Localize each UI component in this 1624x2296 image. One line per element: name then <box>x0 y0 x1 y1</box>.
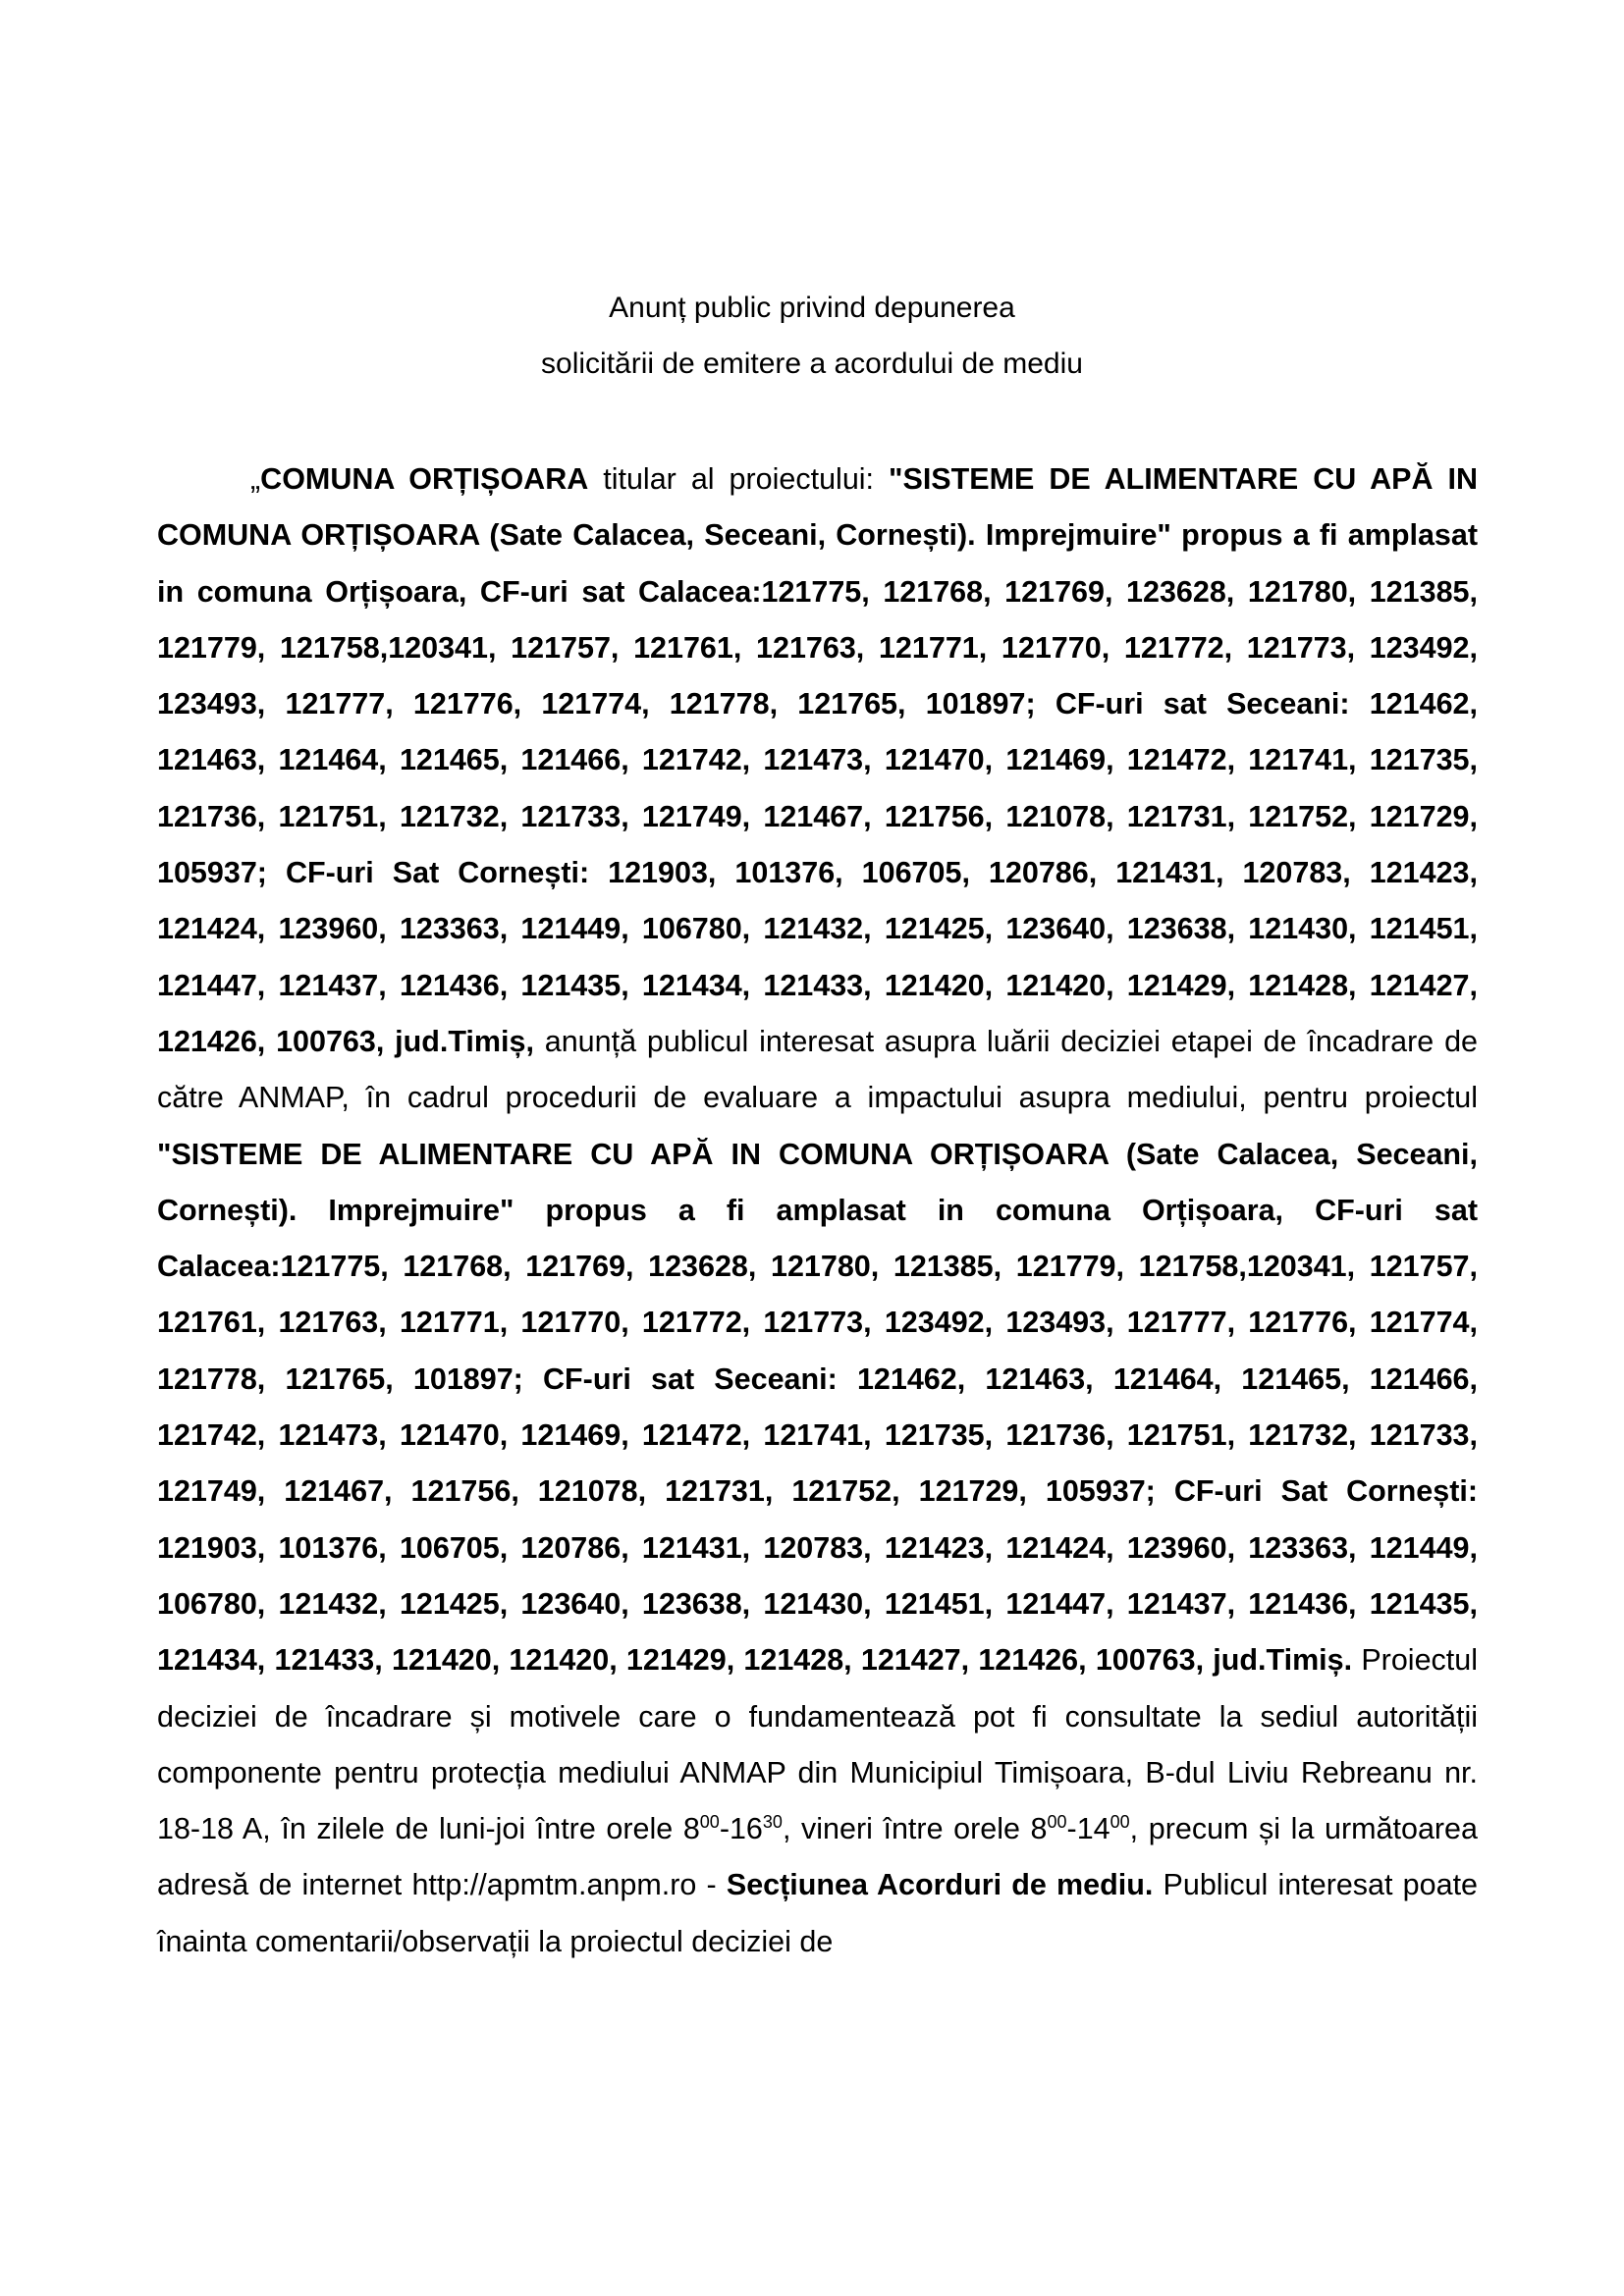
body-text-2: anunță publicul interesat asupra luării deciziei etapei de încadrare de către ANMAP, în cadrul procedurii de evaluare a impactului asupra mediului, pentru proiectul <box>157 1024 1478 1115</box>
hours-sup-3: 00 <box>1047 1811 1067 1832</box>
project-holder: COMUNA ORȚIȘOARA <box>260 462 589 496</box>
section-name: Secțiunea Acorduri de mediu. <box>726 1868 1154 1902</box>
project-name-location-repeat: "SISTEME DE ALIMENTARE CU APĂ IN COMUNA ORȚIȘOARA (Sate Calacea, Seceani, Cornești). Imprejmuire" propus a fi amplasat in comuna Orțișoara, CF-uri sat Calacea:121775, 121768, 121769, 123628, 121780, 121385, 121779, 121758,120341, 121757, 121761, 121763, 121771, 121770, 121772, 121773, 123492, 123493, 121777, 121776, 121774, 121778, 121765, 101897; CF-uri sat Seceani: 121462, 121463, 121464, 121465, 121466, 121742, 121473, 121470, 121469, 121472, 121741, 121735, 121736, 121751, 121732, 121733, 121749, 121467, 121756, 121078, 121731, 121752, 121729, 105937; CF-uri Sat Cornești: 121903, 101376, 106705, 120786, 121431, 120783, 121423, 121424, 123960, 123363, 121449, 106780, 121432, 121425, 123640, 123638, 121430, 121451, 121447, 121437, 121436, 121435, 121434, 121433, 121420, 121420, 121429, 121428, 121427, 121426, 100763, jud.Timiș. <box>157 1137 1478 1678</box>
body-text-7: , precum și la următoarea adresă de internet http://apmtm.anpm.ro - <box>157 1812 1478 1902</box>
hours-sup-1: 00 <box>699 1811 720 1832</box>
hours-sup-4: 00 <box>1110 1811 1130 1832</box>
body-text-8: Publicul interesat poate înainta comentarii/observații la proiectul deciziei de <box>157 1868 1479 1958</box>
body-text-5: , vineri între orele 8 <box>782 1812 1048 1846</box>
hours-sup-2: 30 <box>762 1811 783 1832</box>
opening-quote: „ <box>250 462 261 496</box>
body-text-6: -14 <box>1066 1812 1110 1846</box>
announcement-body <box>157 452 1478 1970</box>
project-name-location: "SISTEME DE ALIMENTARE CU APĂ IN COMUNA ORȚIȘOARA (Sate Calacea, Seceani, Cornești). Imprejmuire" propus a fi amplasat in comuna Orțișoara, CF-uri sat Calacea:121775, 121768, 121769, 123628, 121780, 121385, 121779, 121758,120341, 121757, 121761, 121763, 121771, 121770, 121772, 121773, 123492, 123493, 121777, 121776, 121774, 121778, 121765, 101897; CF-uri sat Seceani: 121462, 121463, 121464, 121465, 121466, 121742, 121473, 121470, 121469, 121472, 121741, 121735, 121736, 121751, 121732, 121733, 121749, 121467, 121756, 121078, 121731, 121752, 121729, 105937; CF-uri Sat Cornești: 121903, 101376, 106705, 120786, 121431, 120783, 121423, 121424, 123960, 123363, 121449, 106780, 121432, 121425, 123640, 123638, 121430, 121451, 121447, 121437, 121436, 121435, 121434, 121433, 121420, 121420, 121429, 121428, 121427, 121426, 100763, jud.Timiș, <box>157 462 1478 1058</box>
announcement-title-line-1: Anunț public privind depunerea <box>609 292 1015 324</box>
body-text-3: Proiectul deciziei de încadrare și motivele care o fundamentează pot fi consultate la sediul autorității componente pentru protecția mediului ANMAP din Municipiul Timișoara, B-dul Liviu Rebreanu nr. 18-18 A, în zilele de luni-joi între orele 8 <box>157 1643 1479 1846</box>
body-text-1: titular al proiectului: <box>588 462 890 496</box>
body-text-4: -16 <box>719 1812 763 1846</box>
announcement-title-line-2: solicitării de emitere a acordului de mediu <box>541 347 1083 380</box>
